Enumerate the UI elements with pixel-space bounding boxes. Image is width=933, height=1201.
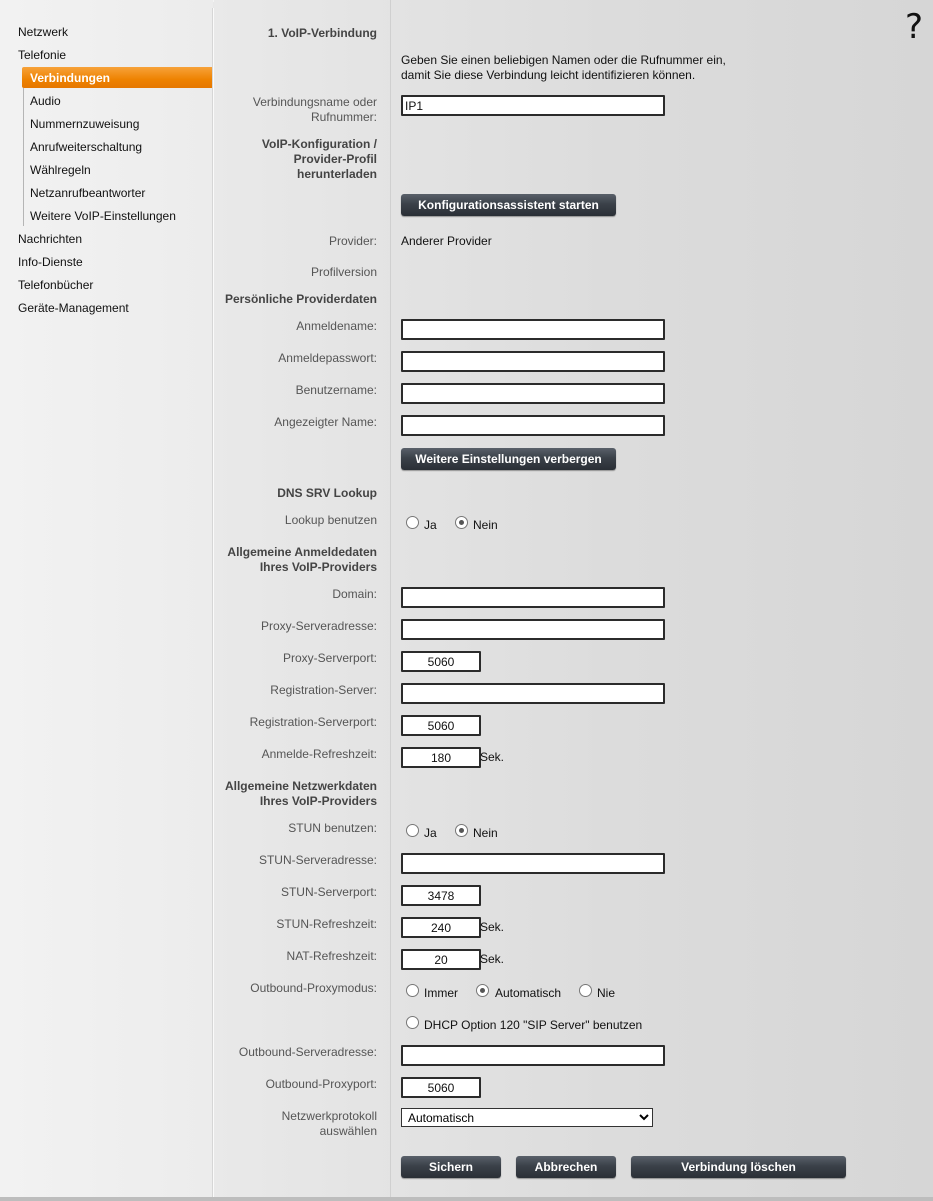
domain-label: Domain: bbox=[332, 587, 377, 601]
outbound-auto-radio[interactable] bbox=[476, 984, 489, 997]
display-name-label: Angezeigter Name: bbox=[274, 415, 377, 429]
delete-connection-button[interactable]: Verbindung löschen bbox=[631, 1156, 846, 1178]
login-name-label: Anmeldename: bbox=[296, 319, 377, 333]
outbound-mode-label: Outbound-Proxymodus: bbox=[250, 981, 377, 995]
sidebar-subitem-anrufweiterschaltung[interactable]: Anrufweiterschaltung bbox=[30, 140, 143, 154]
provider-value: Anderer Provider bbox=[401, 234, 492, 248]
network-protocol-select[interactable] bbox=[401, 1108, 653, 1127]
username-label: Benutzername: bbox=[295, 383, 377, 397]
proxy-port-label: Proxy-Serverport: bbox=[282, 651, 377, 665]
help-icon[interactable]: ? bbox=[905, 7, 924, 47]
nat-refresh-input[interactable] bbox=[401, 949, 481, 970]
hide-more-settings-button[interactable]: Weitere Einstellungen verbergen bbox=[401, 448, 616, 470]
outbound-address-label: Outbound-Serveradresse: bbox=[238, 1045, 377, 1059]
outbound-never-label: Nie bbox=[597, 986, 616, 1000]
lookup-no-radio[interactable] bbox=[455, 516, 468, 529]
display-name-input[interactable] bbox=[401, 415, 665, 436]
hint-line-1: Geben Sie einen beliebigen Namen oder die Rufnummer ein, bbox=[401, 53, 726, 67]
protocol-label-2: auswählen bbox=[319, 1124, 377, 1138]
personal-data-title: Persönliche Providerdaten bbox=[224, 292, 377, 306]
sidebar-subitem-nummernzuweisung[interactable]: Nummernzuweisung bbox=[30, 117, 140, 131]
config-title-2: Provider-Profil bbox=[293, 152, 377, 166]
submenu-line bbox=[23, 88, 24, 226]
stun-port-label: STUN-Serverport: bbox=[280, 885, 377, 899]
sidebar-item-nachrichten[interactable]: Nachrichten bbox=[18, 232, 83, 246]
stun-use-label: STUN benutzen: bbox=[288, 821, 377, 835]
cancel-button[interactable]: Abbrechen bbox=[516, 1156, 616, 1178]
hint-line-2: damit Sie diese Verbindung leicht identifizieren können. bbox=[401, 68, 696, 82]
provider-label: Provider: bbox=[328, 234, 377, 248]
outbound-port-input[interactable] bbox=[401, 1077, 481, 1098]
profile-version-label: Profilversion bbox=[310, 265, 377, 279]
stun-no-radio[interactable] bbox=[455, 824, 468, 837]
network-title-2: Ihres VoIP-Providers bbox=[259, 794, 377, 808]
proxy-address-input[interactable] bbox=[401, 619, 665, 640]
outbound-auto-label: Automatisch bbox=[495, 986, 562, 1000]
sidebar-subitem-label: Verbindungen bbox=[30, 71, 111, 85]
stun-refresh-unit: Sek. bbox=[480, 920, 505, 934]
sidebar-subitem-audio[interactable]: Audio bbox=[30, 94, 61, 108]
lookup-yes-radio[interactable] bbox=[406, 516, 419, 529]
outbound-always-radio[interactable] bbox=[406, 984, 419, 997]
outbound-address-input[interactable] bbox=[401, 1045, 665, 1066]
dhcp-option-radio[interactable] bbox=[406, 1016, 419, 1029]
sidebar-item-telefonie[interactable]: Telefonie bbox=[18, 48, 67, 62]
outbound-always-label: Immer bbox=[424, 986, 458, 1000]
username-input[interactable] bbox=[401, 383, 665, 404]
sidebar-subitem-netzanrufbeantworter[interactable]: Netzanrufbeantworter bbox=[30, 186, 146, 200]
lookup-label: Lookup benutzen bbox=[284, 513, 377, 527]
registration-port-input[interactable] bbox=[401, 715, 481, 736]
sidebar bbox=[0, 0, 213, 1197]
save-button[interactable]: Sichern bbox=[401, 1156, 501, 1178]
stun-no-label: Nein bbox=[473, 826, 498, 840]
proxy-port-input[interactable] bbox=[401, 651, 481, 672]
login-refresh-label: Anmelde-Refreshzeit: bbox=[261, 747, 377, 761]
sidebar-item-telefonbuecher[interactable]: Telefonbücher bbox=[18, 278, 94, 292]
general-login-title-1: Allgemeine Anmeldedaten bbox=[227, 545, 377, 559]
login-refresh-unit: Sek. bbox=[480, 750, 505, 764]
login-refresh-input[interactable] bbox=[401, 747, 481, 768]
nat-refresh-label: NAT-Refreshzeit: bbox=[286, 949, 377, 963]
sidebar-item-netzwerk[interactable]: Netzwerk bbox=[18, 25, 69, 39]
login-password-label: Anmeldepasswort: bbox=[278, 351, 377, 365]
name-label-2: Rufnummer: bbox=[310, 110, 377, 124]
config-title-3: herunterladen bbox=[296, 167, 377, 181]
section-title-voip: 1. VoIP-Verbindung bbox=[267, 26, 377, 40]
domain-input[interactable] bbox=[401, 587, 665, 608]
config-title-1: VoIP-Konfiguration / bbox=[261, 137, 377, 151]
nat-refresh-unit: Sek. bbox=[480, 952, 505, 966]
outbound-port-label: Outbound-Proxyport: bbox=[265, 1077, 377, 1091]
stun-refresh-input[interactable] bbox=[401, 917, 481, 938]
sidebar-subitem-verbindungen[interactable] bbox=[22, 67, 218, 88]
stun-refresh-label: STUN-Refreshzeit: bbox=[276, 917, 377, 931]
outbound-never-radio[interactable] bbox=[579, 984, 592, 997]
sidebar-subitem-waehlregeln[interactable]: Wählregeln bbox=[30, 163, 91, 177]
registration-port-label: Registration-Serverport: bbox=[249, 715, 377, 729]
config-wizard-button[interactable]: Konfigurationsassistent starten bbox=[401, 194, 616, 216]
stun-port-input[interactable] bbox=[401, 885, 481, 906]
login-name-input[interactable] bbox=[401, 319, 665, 340]
protocol-label-1: Netzwerkprotokoll bbox=[281, 1109, 377, 1123]
dhcp-option-label: DHCP Option 120 "SIP Server" benutzen bbox=[424, 1018, 643, 1032]
name-label-1: Verbindungsname oder bbox=[252, 95, 377, 109]
connection-name-input[interactable] bbox=[401, 95, 665, 116]
registration-server-label: Registration-Server: bbox=[270, 683, 377, 697]
stun-address-input[interactable] bbox=[401, 853, 665, 874]
network-title-1: Allgemeine Netzwerkdaten bbox=[224, 779, 377, 793]
lookup-no-label: Nein bbox=[473, 518, 498, 532]
column-divider bbox=[390, 0, 391, 1197]
sidebar-subitem-weitere-voip[interactable]: Weitere VoIP-Einstellungen bbox=[30, 209, 176, 223]
stun-yes-label: Ja bbox=[424, 826, 437, 840]
sidebar-item-info-dienste[interactable]: Info-Dienste bbox=[18, 255, 83, 269]
stun-address-label: STUN-Serveradresse: bbox=[258, 853, 377, 867]
proxy-address-label: Proxy-Serveradresse: bbox=[260, 619, 377, 633]
login-password-input[interactable] bbox=[401, 351, 665, 372]
dns-srv-title: DNS SRV Lookup bbox=[277, 486, 377, 500]
general-login-title-2: Ihres VoIP-Providers bbox=[259, 560, 377, 574]
sidebar-item-geraete-management[interactable]: Geräte-Management bbox=[18, 301, 129, 315]
lookup-yes-label: Ja bbox=[424, 518, 437, 532]
bottom-border bbox=[0, 1197, 933, 1201]
stun-yes-radio[interactable] bbox=[406, 824, 419, 837]
registration-server-input[interactable] bbox=[401, 683, 665, 704]
